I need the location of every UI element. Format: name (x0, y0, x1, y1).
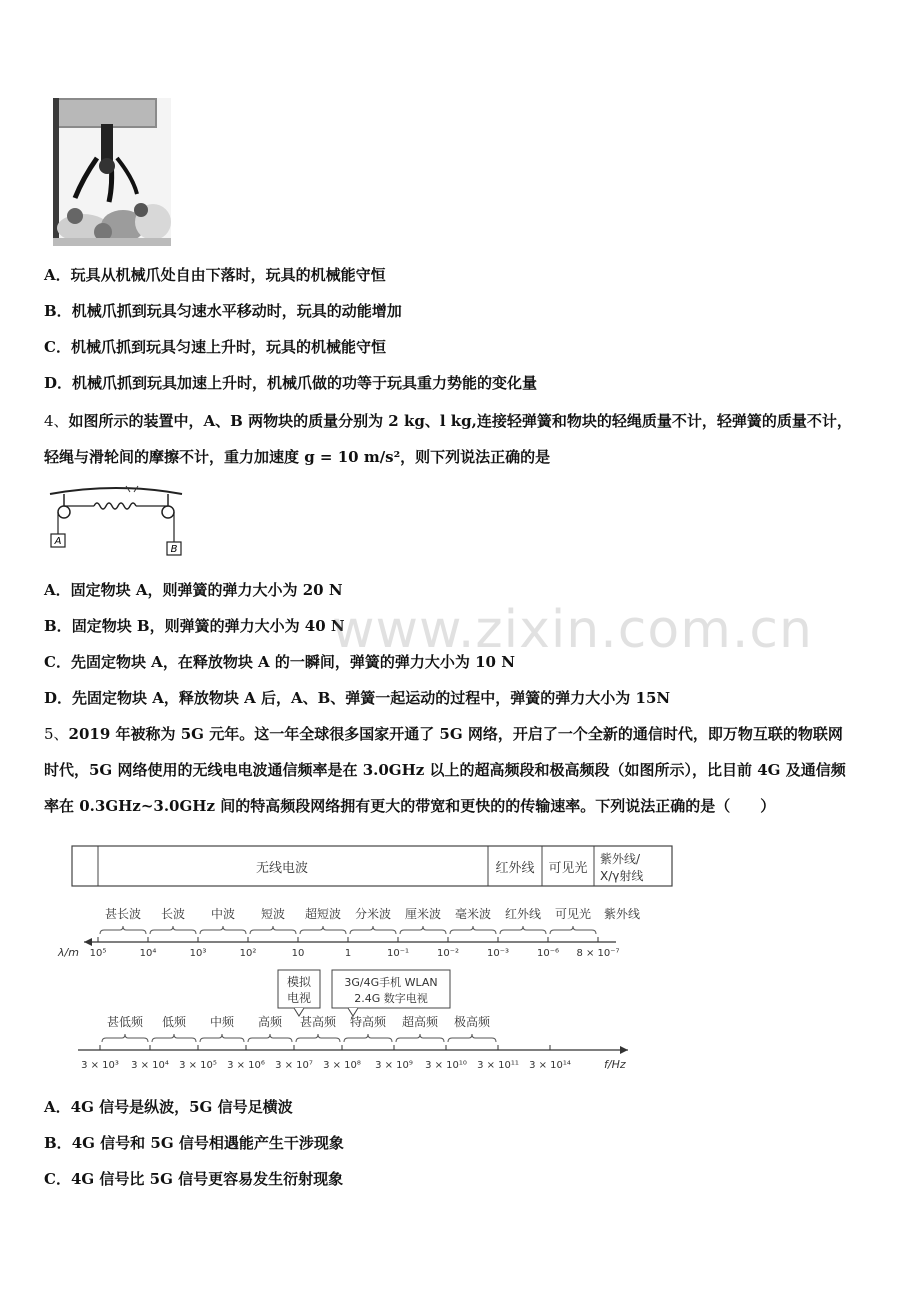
option-label: B． (44, 1134, 72, 1152)
option-label: D． (44, 374, 73, 392)
freq-tick-label: 3 × 10³ (81, 1060, 119, 1071)
question-number: 5、 (44, 725, 69, 743)
freq-brace (200, 1034, 244, 1042)
option-text: 机械爪抓到玩具匀速水平移动时，玩具的动能增加 (71, 302, 402, 320)
q5-stem-text-2: 时代，5G 网络使用的无线电电波通信频率是在 3.0GHz 以上的超高频段和极高频段（如图所示），比目前 4G 及通信频 (44, 761, 846, 779)
lambda-tick-label: 10³ (189, 948, 207, 959)
wavelength-brace (550, 926, 596, 934)
wavelength-brace (200, 926, 246, 934)
q4-option-d (44, 688, 670, 708)
watermark: www.zixin.com.cn (332, 600, 813, 660)
freq-tick-label: 3 × 10⁹ (375, 1060, 413, 1071)
q3-option-b (44, 301, 402, 321)
wave-name: 厘米波 (404, 907, 442, 921)
lambda-tick-label: 10² (239, 948, 257, 959)
option-text: 4G 信号比 5G 信号更容易发生衍射现象 (70, 1170, 344, 1188)
question-number: 4、 (44, 412, 69, 430)
q3-option-c (44, 337, 386, 357)
wavelength-brace (400, 926, 446, 934)
lambda-tick-label: 10⁻¹ (386, 948, 410, 959)
analog-tv-line2: 电视 (286, 991, 312, 1005)
freq-name: 中频 (209, 1015, 235, 1029)
claw-machine-photo (53, 98, 171, 246)
freq-name: 甚低频 (106, 1015, 144, 1029)
option-label: B． (44, 302, 72, 320)
option-text: 先固定物块 A，在释放物块 A 的一瞬间，弹簧的弹力大小为 10 N (70, 653, 515, 671)
wave-name: 毫米波 (454, 907, 492, 921)
band-xray: X/γ射线 (600, 869, 644, 883)
option-text: 固定物块 B，则弹簧的弹力大小为 40 N (71, 617, 345, 635)
option-label: C． (44, 1170, 71, 1188)
band-visible: 可见光 (548, 861, 588, 876)
option-label: A． (44, 1098, 71, 1116)
freq-brace (296, 1034, 340, 1042)
wavelength-brace (100, 926, 146, 934)
q4-stem-line1 (44, 411, 852, 431)
freq-tick-label: 3 × 10¹⁴ (529, 1060, 571, 1071)
lambda-tick-label: 10⁵ (89, 948, 107, 959)
q4-stem-text-1: 如图所示的装置中，A、B 两物块的质量分别为 2 kg、l kg,连接轻弹簧和物块的轻绳质量不计，轻弹簧的质量不计， (68, 412, 852, 430)
freq-tick-label: 3 × 10⁴ (131, 1060, 169, 1071)
freq-tick-label: 3 × 10¹¹ (477, 1060, 519, 1071)
q5-option-c (44, 1169, 343, 1189)
freq-name: 超高频 (401, 1015, 439, 1029)
q3-option-a (44, 265, 386, 285)
freq-tick-label: 3 × 10⁸ (323, 1060, 361, 1071)
lambda-tick-label: 10 (291, 948, 305, 959)
freq-tick-label: 3 × 10⁶ (227, 1060, 265, 1071)
q4-stem-line2 (44, 447, 550, 467)
q4-stem-text-2: 轻绳与滑轮间的摩擦不计，重力加速度 g = 10 m/s²，则下列说法正确的是 (44, 448, 551, 466)
option-text: 机械爪抓到玩具匀速上升时，玩具的机械能守恒 (70, 338, 386, 356)
lambda-tick-label: 8 × 10⁻⁷ (576, 948, 620, 959)
wavelength-brace (250, 926, 296, 934)
wave-name: 甚长波 (104, 907, 142, 921)
q5-option-a (44, 1097, 293, 1117)
freq-braces (102, 1034, 496, 1042)
freq-name: 低频 (161, 1015, 187, 1029)
wavelength-brace (150, 926, 196, 934)
wave-name: 红外线 (504, 907, 542, 921)
mobile-wlan-line1: 3G/4G手机 WLAN (344, 976, 438, 989)
band-uv: 紫外线/ (600, 852, 641, 866)
wave-name: 分米波 (354, 907, 392, 921)
wavelength-brace (350, 926, 396, 934)
q4-option-a (44, 580, 343, 600)
q5-option-b (44, 1133, 344, 1153)
freq-name: 高频 (257, 1015, 283, 1029)
lambda-tick-label: 10⁻² (436, 948, 460, 959)
freq-name: 特高频 (349, 1015, 387, 1029)
option-text: 4G 信号是纵波，5G 信号足横波 (70, 1098, 293, 1116)
option-label: C． (44, 653, 71, 671)
wave-name: 中波 (210, 907, 236, 921)
q3-option-d (44, 373, 537, 393)
band-radio: 无线电波 (255, 861, 309, 876)
option-label: A． (44, 581, 71, 599)
lambda-tick-label: 10⁻³ (486, 948, 510, 959)
lambda-ticks (90, 937, 620, 959)
freq-brace (102, 1034, 148, 1042)
option-label: B． (44, 617, 72, 635)
option-text: 固定物块 A，则弹簧的弹力大小为 20 N (70, 581, 343, 599)
freq-name: 极高频 (453, 1015, 491, 1029)
q5-stem-line2 (44, 760, 846, 780)
wave-name: 紫外线 (603, 907, 641, 921)
analog-tv-line1: 模拟 (286, 975, 312, 989)
wave-name: 长波 (160, 907, 186, 921)
mobile-wlan-line2: 2.4G 数字电视 (354, 992, 428, 1005)
wavelength-brace (300, 926, 346, 934)
option-label: D． (44, 689, 73, 707)
lambda-axis-label: λ/m (58, 946, 79, 959)
freq-axis-label: f/Hz (604, 1058, 626, 1071)
q5-stem-line1 (44, 724, 843, 744)
q5-stem-line3 (44, 796, 775, 816)
freq-tick-label: 3 × 10¹⁰ (425, 1060, 467, 1071)
q5-stem-text-1: 2019 年被称为 5G 元年。这一年全球很多国家开通了 5G 网络，开启了一个全新的通信时代，即万物互联的物联网 (68, 725, 843, 743)
wavelength-brace (500, 926, 546, 934)
wave-name: 超短波 (304, 907, 342, 921)
wave-name: 短波 (260, 907, 286, 921)
lambda-tick-label: 1 (344, 948, 352, 959)
wavelength-brace (450, 926, 496, 934)
freq-brace (248, 1034, 292, 1042)
freq-brace (344, 1034, 392, 1042)
wavelength-braces (100, 926, 596, 934)
option-text: 4G 信号和 5G 信号相遇能产生干涉现象 (71, 1134, 344, 1152)
lambda-tick-label: 10⁻⁶ (536, 948, 560, 959)
wave-name: 可见光 (554, 907, 592, 921)
option-text: 机械爪抓到玩具加速上升时，机械爪做的功等于玩具重力势能的变化量 (72, 374, 538, 392)
band-infrared: 红外线 (495, 861, 535, 876)
em-spectrum-figure (56, 836, 680, 1080)
freq-name: 甚高频 (299, 1015, 337, 1029)
option-label: A． (44, 266, 71, 284)
freq-brace (396, 1034, 444, 1042)
freq-tick-label: 3 × 10⁵ (179, 1060, 217, 1071)
freq-ticks (81, 1045, 571, 1071)
option-label: C． (44, 338, 71, 356)
q4-option-b (44, 616, 345, 636)
option-text: 玩具从机械爪处自由下落时，玩具的机械能守恒 (70, 266, 386, 284)
freq-brace (152, 1034, 196, 1042)
block-a-label: A (54, 536, 62, 547)
pulley-spring-figure (46, 484, 186, 560)
lambda-tick-label: 10⁴ (139, 948, 157, 959)
option-text: 先固定物块 A，释放物块 A 后，A、B、弹簧一起运动的过程中，弹簧的弹力大小为 15N (72, 689, 671, 707)
q5-stem-text-3: 率在 0.3GHz~3.0GHz 间的特高频段网络拥有更大的带宽和更快的的传输速率。下列说法正确的是（ ） (44, 797, 776, 815)
freq-brace (448, 1034, 496, 1042)
freq-tick-label: 3 × 10⁷ (275, 1060, 313, 1071)
block-b-label: B (170, 544, 178, 555)
wave-names-row (105, 906, 640, 921)
